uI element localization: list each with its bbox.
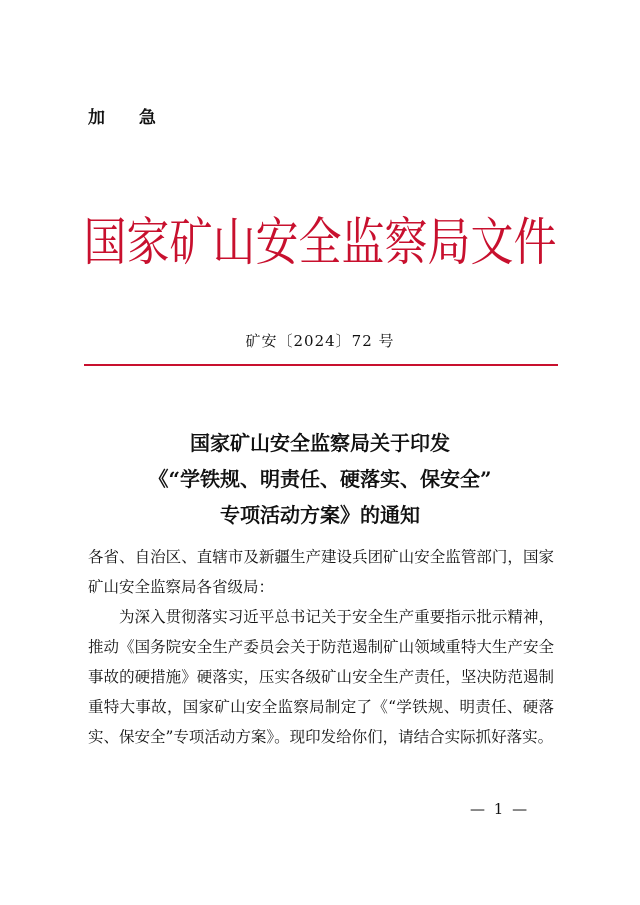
document-number: 矿安〔2024〕72 号 — [245, 332, 395, 350]
urgency-mark: 加 急 — [88, 108, 170, 128]
red-separator-line — [84, 364, 558, 366]
page-number: — 1 — — [470, 800, 530, 818]
recipients-paragraph: 各省、自治区、直辖市及新疆生产建设兵团矿山安全监管部门，国家矿山安全监察局各省级局： — [88, 548, 554, 596]
title-line-2: 《“学铁规、明责任、硬落实、保安全” — [148, 467, 492, 491]
document-masthead: 国家矿山安全监察局文件 — [83, 213, 557, 274]
body-paragraph: 为深入贯彻落实习近平总书记关于安全生产重要指示批示精神，推动《国务院安全生产委员会关于防范遏制矿山领域重特大生产安全事故的硬措施》硬落实，压实各级矿山安全生产责任，坚决防范遏制重特大事故，国家矿山安全监察局制定了《“学铁规、明责任、硬落实、保安全”专项活动方案》。现印发给你们，请结合实际抓好落实。 — [88, 608, 554, 746]
document-body — [88, 542, 554, 752]
title-line-1: 国家矿山安全监察局关于印发 — [190, 431, 450, 455]
document-title — [0, 425, 640, 533]
title-line-3: 专项活动方案》的通知 — [220, 503, 420, 527]
